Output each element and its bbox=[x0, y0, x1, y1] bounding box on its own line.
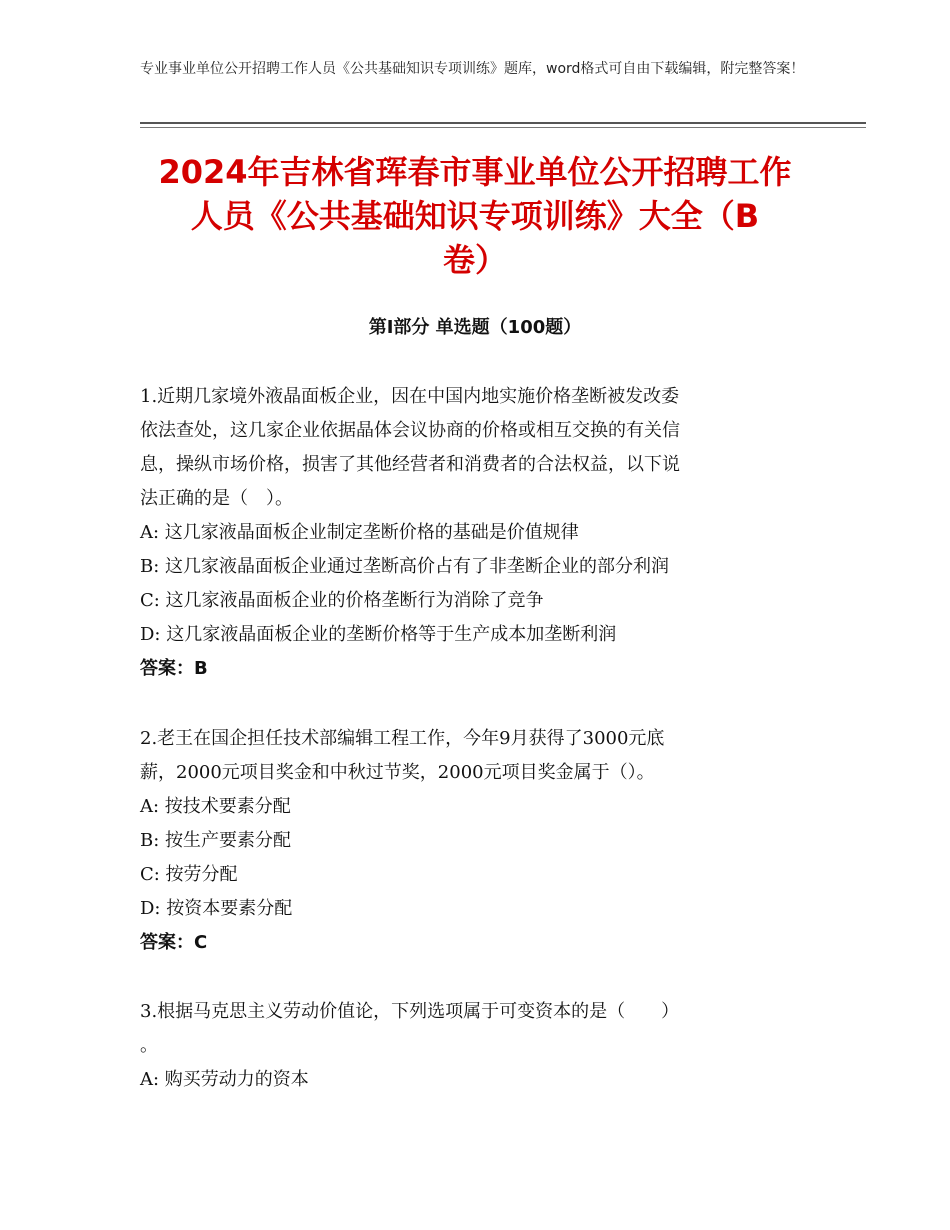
question-3 bbox=[140, 995, 804, 1097]
header-note: 专业事业单位公开招聘工作人员《公共基础知识专项训练》题库，word格式可自由下载编辑，附完整答案！ bbox=[140, 61, 805, 77]
option-d: D: 这几家液晶面板企业的垄断价格等于生产成本加垄断利润 bbox=[140, 624, 617, 645]
header-rule-thin bbox=[140, 127, 866, 128]
document-title bbox=[110, 150, 840, 282]
answer-label: 答案：C bbox=[140, 932, 208, 953]
option-a: A: 这几家液晶面板企业制定垄断价格的基础是价值规律 bbox=[140, 522, 579, 543]
header-rule-thick bbox=[140, 122, 866, 124]
question-stem-line: 法正确的是（ ）。 bbox=[140, 488, 293, 509]
answer-label: 答案：B bbox=[140, 658, 208, 679]
question-stem-line: 息，操纵市场价格，损害了其他经营者和消费者的合法权益，以下说 bbox=[140, 454, 680, 475]
option-c: C: 这几家液晶面板企业的价格垄断行为消除了竞争 bbox=[140, 590, 544, 611]
option-d: D: 按资本要素分配 bbox=[140, 898, 293, 919]
option-a: A: 购买劳动力的资本 bbox=[140, 1069, 309, 1090]
question-stem-line: 2.老王在国企担任技术部编辑工程工作，今年9月获得了3000元底 bbox=[140, 728, 665, 749]
question-stem-line: 1.近期几家境外液晶面板企业，因在中国内地实施价格垄断被发改委 bbox=[140, 386, 680, 407]
option-a: A: 按技术要素分配 bbox=[140, 796, 291, 817]
title-line-3: 卷） bbox=[442, 241, 507, 279]
question-stem-line: 。 bbox=[140, 1035, 158, 1056]
option-b: B: 这几家液晶面板企业通过垄断高价占有了非垄断企业的部分利润 bbox=[140, 556, 670, 577]
option-c: C: 按劳分配 bbox=[140, 864, 238, 885]
question-stem-line: 依法查处，这几家企业依据晶体会议协商的价格或相互交换的有关信 bbox=[140, 420, 680, 441]
question-stem-line: 3.根据马克思主义劳动价值论，下列选项属于可变资本的是（ ） bbox=[140, 1001, 680, 1022]
title-line-2: 人员《公共基础知识专项训练》大全（B bbox=[190, 197, 760, 235]
question-stem-line: 薪，2000元项目奖金和中秋过节奖，2000元项目奖金属于（）。 bbox=[140, 762, 655, 783]
question-1 bbox=[140, 380, 804, 686]
question-2 bbox=[140, 722, 804, 960]
section-title: 第Ⅰ部分 单选题（100题） bbox=[368, 317, 582, 338]
title-line-1: 2024年吉林省珲春市事业单位公开招聘工作 bbox=[158, 153, 792, 191]
option-b: B: 按生产要素分配 bbox=[140, 830, 292, 851]
